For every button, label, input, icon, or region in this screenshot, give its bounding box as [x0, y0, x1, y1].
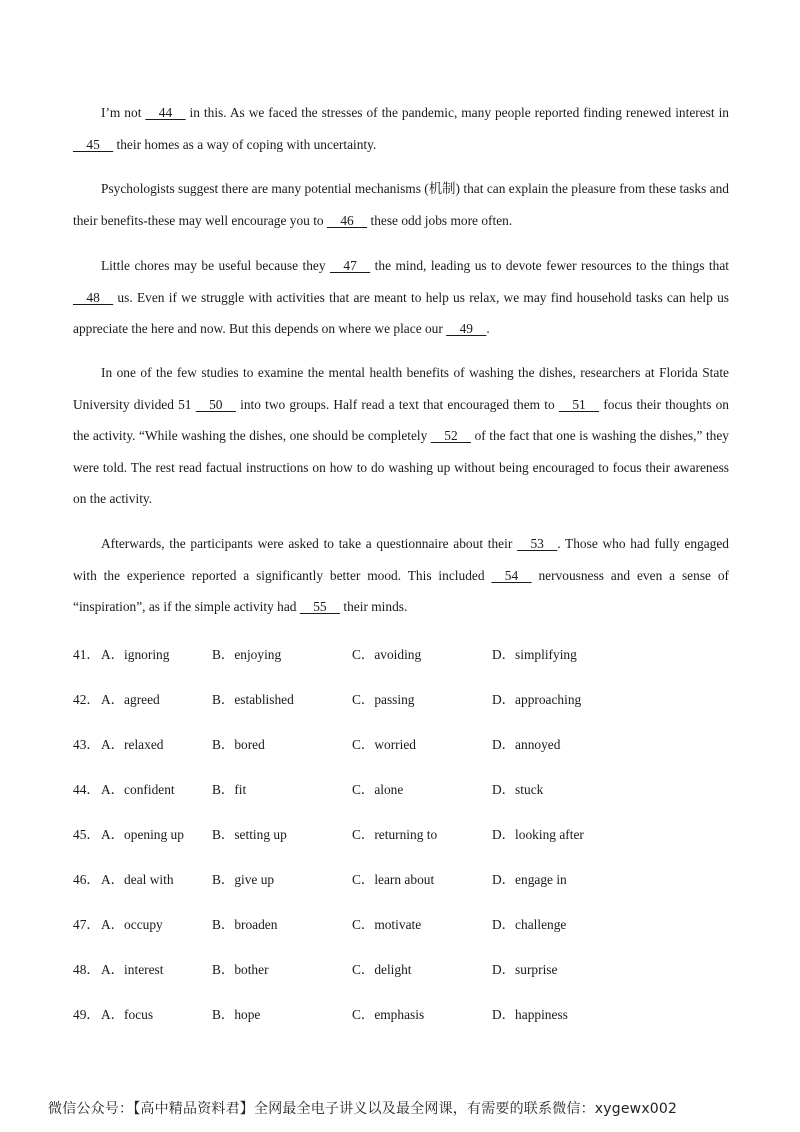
- question-row: [73, 689, 733, 709]
- option-b[interactable]: B．bored: [212, 737, 265, 752]
- passage-text: Afterwards, the participants were asked to take a questionnaire about their: [101, 536, 518, 551]
- answer-blank-46[interactable]: 46: [326, 212, 368, 228]
- option-d[interactable]: D．approaching: [492, 692, 582, 707]
- passage-text: their homes as a way of coping with uncertainty.: [113, 136, 377, 152]
- question-row: [73, 959, 733, 979]
- option-c[interactable]: C．returning to: [352, 827, 438, 842]
- passage-text: their minds.: [340, 599, 408, 614]
- answer-blank-45[interactable]: 45: [73, 136, 114, 152]
- question-number: 41．: [73, 647, 100, 662]
- option-c[interactable]: C．alone: [352, 782, 404, 797]
- passage-text: .: [486, 321, 490, 336]
- question-row: [73, 1004, 733, 1024]
- option-b[interactable]: B．broaden: [212, 917, 278, 932]
- option-a[interactable]: A．confident: [101, 782, 175, 797]
- option-c[interactable]: C．avoiding: [352, 647, 422, 662]
- option-a[interactable]: A．ignoring: [101, 647, 170, 662]
- question-number: 45．: [73, 827, 100, 842]
- answer-blank-49[interactable]: 49: [446, 321, 487, 336]
- option-d[interactable]: D．engage in: [492, 872, 567, 887]
- question-number: 43．: [73, 737, 100, 752]
- question-row: [73, 824, 733, 844]
- option-a[interactable]: A．occupy: [101, 917, 163, 932]
- question-row: [73, 644, 733, 664]
- answer-blank-47[interactable]: 47: [330, 258, 371, 273]
- passage-paragraph-3: [73, 250, 729, 345]
- question-number: 47．: [73, 917, 100, 932]
- option-c[interactable]: C．delight: [352, 962, 412, 977]
- option-a[interactable]: A．opening up: [101, 827, 184, 842]
- option-d[interactable]: D．happiness: [492, 1007, 568, 1022]
- answer-blank-52[interactable]: 52: [430, 428, 472, 443]
- passage-text: focus their thoughts on the activity. “While washing the dishes, one should be completely: [73, 396, 729, 443]
- option-d[interactable]: D．surprise: [492, 962, 558, 977]
- passage-text: Little chores may be useful because they: [101, 258, 331, 273]
- answer-blank-54[interactable]: 54: [491, 567, 532, 583]
- passage-text: of the fact that one is washing the dishes,” they were told. The rest read factual instructions on how to do washing up without being encouraged to focus their awareness on the activity.: [73, 428, 729, 506]
- option-a[interactable]: A．deal with: [101, 872, 174, 887]
- passage-text: I’m not: [101, 105, 146, 120]
- option-b[interactable]: B．setting up: [212, 827, 287, 842]
- option-c[interactable]: C．emphasis: [352, 1007, 425, 1022]
- question-row: [73, 914, 733, 934]
- passage-paragraph-4: [73, 357, 729, 515]
- question-row: [73, 779, 733, 799]
- answer-blank-53[interactable]: 53: [517, 536, 558, 551]
- question-number: 46．: [73, 872, 100, 887]
- option-b[interactable]: B．give up: [212, 872, 275, 887]
- passage-text: In one of the few studies to examine the mental health benefits of washing the dishes, researchers at Florida State University divided 51: [73, 365, 729, 412]
- option-c[interactable]: C．passing: [352, 692, 415, 707]
- footer-note: 微信公众号：【高中精品资料君】全网最全电子讲义以及最全网课，有需要的联系微信：xygewx002: [48, 1101, 678, 1117]
- answer-blank-55[interactable]: 55: [299, 599, 341, 614]
- option-b[interactable]: B．established: [212, 692, 294, 707]
- passage-text: nervousness and even a sense of “inspiration”, as if the simple activity had: [73, 567, 729, 614]
- option-d[interactable]: D．simplifying: [492, 647, 577, 662]
- option-d[interactable]: D．challenge: [492, 917, 567, 932]
- answer-blank-48[interactable]: 48: [73, 289, 114, 305]
- answer-blank-50[interactable]: 50: [195, 396, 236, 412]
- option-c[interactable]: C．motivate: [352, 917, 422, 932]
- option-a[interactable]: A．interest: [101, 962, 164, 977]
- option-b[interactable]: B．enjoying: [212, 647, 282, 662]
- passage-text: the mind, leading us to devote fewer resources to the things that: [370, 258, 730, 273]
- passage-paragraph-2: [73, 173, 729, 236]
- question-number: 42．: [73, 692, 100, 707]
- passage-text: these odd jobs more often.: [367, 212, 513, 228]
- option-d[interactable]: D．looking after: [492, 827, 584, 842]
- passage-text: into two groups. Half read a text that encouraged them to: [235, 396, 559, 412]
- passage-text: in this. As we faced the stresses of the pandemic, many people reported finding renewed interest in: [185, 105, 730, 120]
- question-number: 44．: [73, 782, 100, 797]
- option-a[interactable]: A．agreed: [101, 692, 160, 707]
- question-number: 48．: [73, 962, 100, 977]
- passage-text: . Those who had fully engaged with the experience reported a significantly better mood. This included: [73, 536, 729, 583]
- option-b[interactable]: B．bother: [212, 962, 269, 977]
- question-row: [73, 734, 733, 754]
- passage-paragraph-5: [73, 528, 729, 623]
- option-c[interactable]: C．learn about: [352, 872, 435, 887]
- question-number: 49．: [73, 1007, 100, 1022]
- option-d[interactable]: D．stuck: [492, 782, 544, 797]
- answer-blank-44[interactable]: 44: [145, 105, 186, 120]
- option-a[interactable]: A．focus: [101, 1007, 154, 1022]
- option-d[interactable]: D．annoyed: [492, 737, 561, 752]
- answer-blank-51[interactable]: 51: [558, 396, 600, 412]
- passage-paragraph-1: [73, 97, 729, 160]
- passage-text: us. Even if we struggle with activities that are meant to help us relax, we may find household tasks can help us appreciate the here and now. But this depends on where we place our: [73, 289, 729, 336]
- option-a[interactable]: A．relaxed: [101, 737, 164, 752]
- option-b[interactable]: B．fit: [212, 782, 247, 797]
- option-c[interactable]: C．worried: [352, 737, 416, 752]
- passage-text: Psychologists suggest there are many potential mechanisms (机制) that can explain the pleasure from these tasks and their benefits-these may well encourage you to: [73, 181, 729, 228]
- option-b[interactable]: B．hope: [212, 1007, 261, 1022]
- question-row: [73, 869, 733, 889]
